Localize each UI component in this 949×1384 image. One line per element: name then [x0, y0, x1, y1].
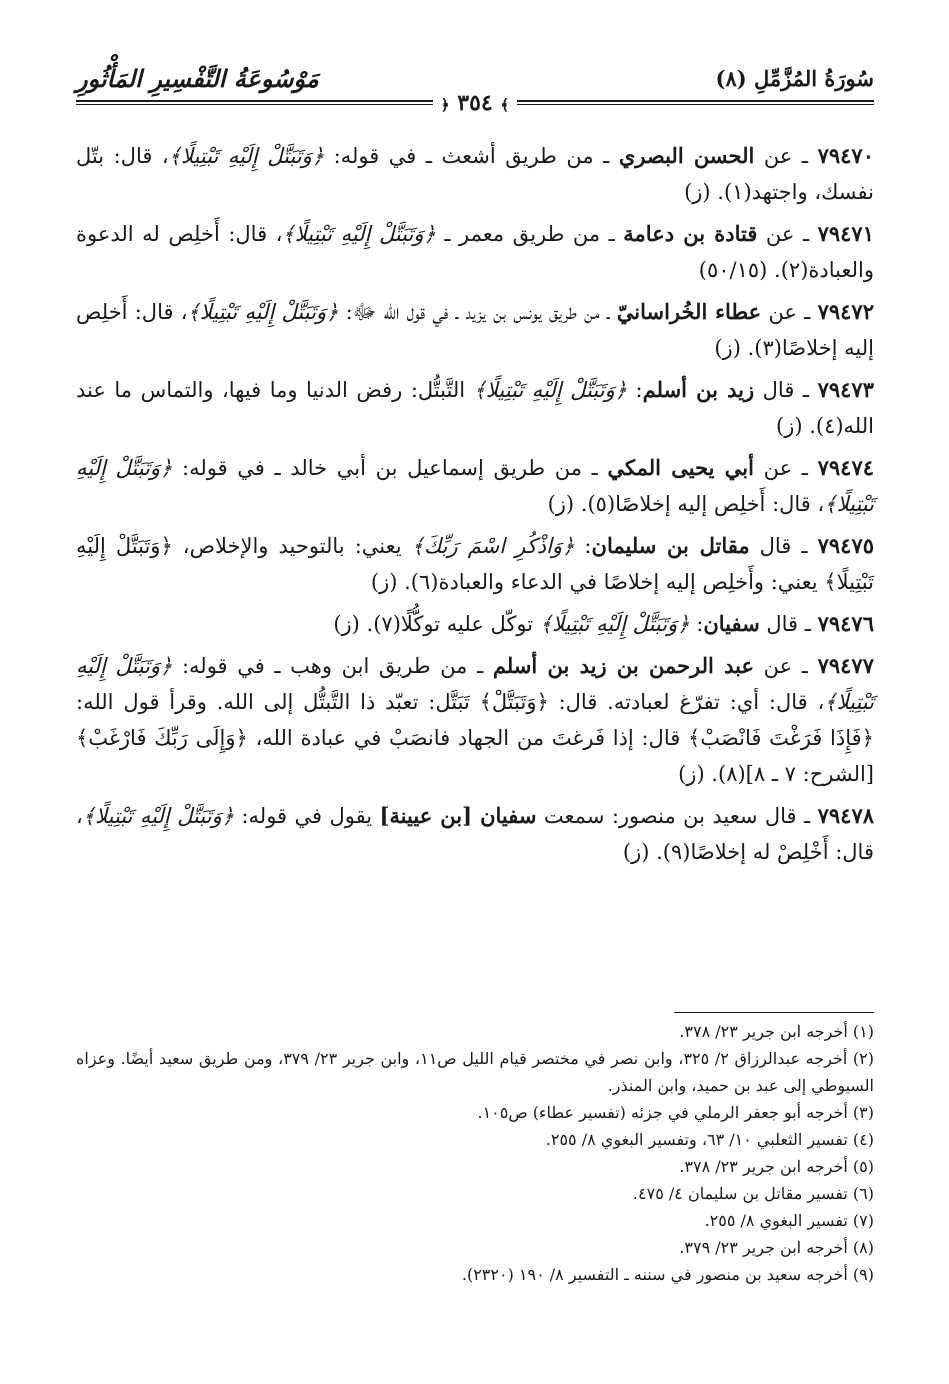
- footnote-separator: [674, 1012, 874, 1013]
- entry-prefix: ـ عن: [753, 456, 818, 480]
- quran-quote: ﴿وَاذْكُرِ اسْمَ رَبِّكَ﴾: [411, 534, 575, 558]
- entry-chain: :: [627, 378, 643, 402]
- entry-prefix: ـ قال: [749, 534, 818, 558]
- entry-chain: :: [689, 612, 704, 636]
- footnote: (٤) تفسير الثعلبي ١٠/ ٦٣، وتفسير البغوي ٨/ ٢٥٥.: [545, 1130, 874, 1149]
- footnote: (٩) أخرجه سعيد بن منصور في سننه ـ التفسير ٨/ ١٩٠ (٢٣٢٠).: [461, 1265, 874, 1284]
- footnote: (٢) أخرجه عبدالرزاق ٢/ ٣٢٥، وابن نصر في مختصر قيام الليل ص١١، وابن جرير ٢٣/ ٣٧٩، ومن طريق سعيد أيضًا. وعزاه السيوطي إلى عبد بن حميد، وابن المنذر.: [76, 1049, 874, 1095]
- entry-chain: ـ من طريق معمر ـ: [435, 222, 624, 246]
- main-text: [76, 138, 874, 876]
- footnote: (٨) أخرجه ابن جرير ٢٣/ ٣٧٩.: [679, 1238, 874, 1257]
- entry-number: ٧٩٤٧٦: [817, 611, 874, 636]
- entry-prefix: ـ عن: [754, 654, 818, 678]
- entry-text: التَّبتُّل: رفض الدنيا وما فيها، والتماس ما عند الله(٤). (ز): [76, 378, 874, 438]
- narrator-name: زيد بن أسلم: [642, 377, 755, 402]
- entry-chain: ـ من طريق ابن وهب ـ في قوله:: [172, 654, 493, 678]
- entry: [76, 138, 874, 210]
- entry-text: ، قال: أَخلِص إليه إخلاصًا(٥). (ز): [547, 492, 825, 516]
- quran-quote: ﴿وَتَبَتَّلْ إِلَيْهِ تَبْتِيلًا﴾: [76, 456, 874, 516]
- narrator-name: عبد الرحمن بن زيد بن أسلم: [492, 653, 755, 678]
- entry-number: ٧٩٤٧٨: [817, 803, 875, 828]
- entry: [76, 606, 874, 642]
- entry: [76, 528, 874, 600]
- page-header: [76, 64, 874, 120]
- page-number-block: [76, 90, 874, 116]
- entry-number: ٧٩٤٧١: [817, 221, 874, 246]
- entry-text: ، قال: أي: تفرّغ لعبادته. قال: ﴿وَتَبَتَّلْ﴾ تَبَتَّل: تعبّد ذا التَّبتُّل إلى الله. وقرأ قول الله: ﴿فَإِذَا فَرَغْتَ فَانْصَبْ﴾ قال: إذا فَرغتَ من الجهاد فانصَبْ في عبادة الله، ﴿وَإِلَى رَبِّكَ فَارْغَبْ﴾ [الشرح: ٧ ـ ٨](٨). (ز): [76, 690, 874, 786]
- entry-text: ، قال: أَخلِص له الدعوة والعبادة(٢). (٥٠/١٥): [76, 222, 874, 282]
- entry-chain: ـ من طريق يونس بن يزيد ـ في قول الله ﷻ:: [338, 300, 617, 324]
- entry-number: ٧٩٤٧٧: [817, 653, 874, 678]
- entry-text: ، قال: بتّل نفسك، واجتهد(١). (ز): [76, 144, 874, 204]
- entry: [76, 798, 874, 870]
- footnote: (٣) أخرجه أبو جعفر الرملي في جزئه (تفسير عطاء) ص١٠٥.: [477, 1103, 874, 1122]
- narrator-name: قتادة بن دعامة: [623, 221, 758, 246]
- narrator-name: الحسن البصري: [618, 143, 755, 168]
- entry-number: ٧٩٤٧٠: [817, 143, 874, 168]
- quran-quote: ﴿وَتَبَتَّلْ إِلَيْهِ تَبْتِيلًا﴾: [82, 804, 235, 828]
- footnote: (٧) تفسير البغوي ٨/ ٢٥٥.: [704, 1211, 874, 1230]
- narrator-name: مقاتل بن سليمان: [591, 533, 750, 558]
- entry-prefix: ـ عن: [757, 222, 818, 246]
- quran-quote: ﴿وَتَبَتَّلْ إِلَيْهِ تَبْتِيلًا﴾: [187, 300, 339, 324]
- entry: [76, 294, 874, 366]
- page-number: ٣٥٤: [457, 90, 493, 116]
- narrator-name: أبي يحيى المكي: [607, 455, 754, 480]
- entry-prefix: ـ عن: [761, 300, 818, 324]
- entry-text: توكّل عليه توكُّلًا(٧). (ز): [333, 612, 540, 636]
- quran-quote: ﴿وَتَبَتَّلْ إِلَيْهِ تَبْتِيلًا﴾: [473, 378, 628, 402]
- footnote: (١) أخرجه ابن جرير ٢٣/ ٣٧٨.: [679, 1022, 874, 1041]
- entry-number: ٧٩٤٧٤: [817, 455, 875, 480]
- quran-quote: ﴿وَتَبَتَّلْ إِلَيْهِ تَبْتِيلًا﴾: [76, 654, 874, 714]
- ornament-left-icon: ﴾: [500, 96, 510, 114]
- book-title: مَوْسُوعَةُ التَّفْسِيرِ المَأْثُورِ: [76, 64, 319, 93]
- entry-chain: ـ من طريق أشعث ـ في قوله:: [324, 144, 619, 168]
- entry-prefix: ـ قال: [754, 378, 818, 402]
- entry-chain: يقول في قوله:: [234, 804, 380, 828]
- entry-number: ٧٩٤٧٢: [817, 299, 874, 324]
- entry: [76, 216, 874, 288]
- footnote: (٦) تفسير مقاتل بن سليمان ٤/ ٤٧٥.: [632, 1184, 874, 1203]
- quran-quote: ﴿وَتَبَتَّلْ إِلَيْهِ تَبْتِيلًا﴾: [168, 144, 325, 168]
- entry-number: ٧٩٤٧٥: [817, 533, 875, 558]
- entry-text: ، قال: أَخْلِصْ له إخلاصًا(٩). (ز): [76, 804, 874, 864]
- entry-prefix: ـ عن: [754, 144, 818, 168]
- entry-number: ٧٩٤٧٣: [817, 377, 874, 402]
- footnotes: [76, 1018, 874, 1288]
- narrator-name: عطاء الخُراسانيّ: [616, 299, 762, 324]
- entry: [76, 450, 874, 522]
- page-number-frame: [433, 90, 517, 116]
- quran-quote: ﴿وَتَبَتَّلْ إِلَيْهِ تَبْتِيلًا﴾: [539, 612, 690, 636]
- entry: [76, 372, 874, 444]
- entry-prefix: ـ قال: [759, 612, 818, 636]
- footnote: (٥) أخرجه ابن جرير ٢٣/ ٣٧٨.: [679, 1157, 874, 1176]
- entry-chain: :: [574, 534, 592, 558]
- ornament-right-icon: ﴿: [440, 96, 450, 114]
- entry-chain: ـ من طريق إسماعيل بن أبي خالد ـ في قوله:: [172, 456, 608, 480]
- narrator-name: سفيان [بن عيينة]: [379, 803, 537, 828]
- entry-prefix: ـ قال سعيد بن منصور: سمعت: [536, 804, 818, 828]
- entry-text: يعني: بالتوحيد والإخلاص، ﴿وَتَبَتَّلْ إِلَيْهِ تَبْتِيلًا﴾ يعني: وأَخلِص إليه إخلاصًا في الدعاء والعبادة(٦). (ز): [76, 534, 874, 594]
- quran-quote: ﴿وَتَبَتَّلْ إِلَيْهِ تَبْتِيلًا﴾: [282, 222, 436, 246]
- entry: [76, 648, 874, 792]
- narrator-name: سفيان: [703, 611, 760, 636]
- entry-text: ، قال: أَخلِص إليه إخلاصًا(٣). (ز): [76, 300, 874, 360]
- surah-title: سُورَةُ المُزَّمِّلِ (٨): [715, 66, 874, 91]
